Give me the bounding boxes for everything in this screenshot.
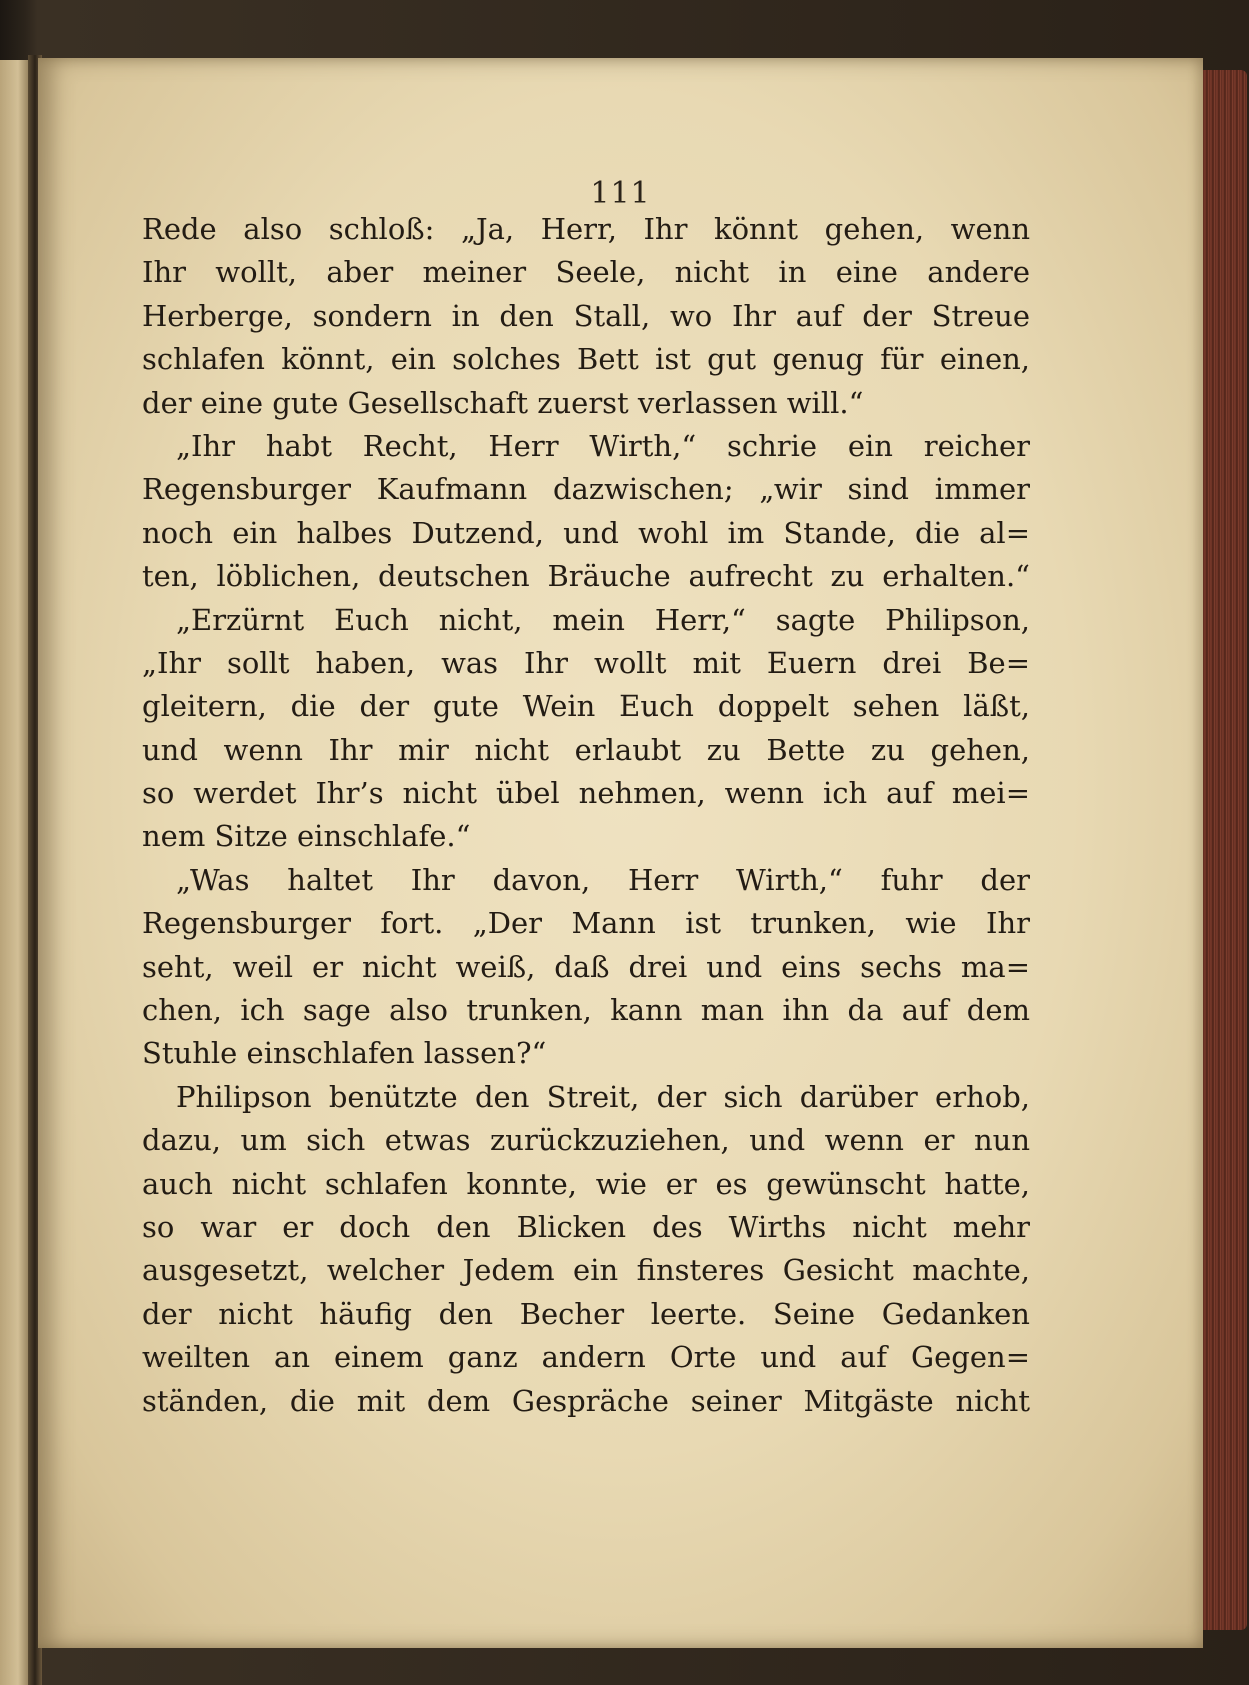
text-line: so werdet Ihr’s nicht übel nehmen, wenn ich auf mei=: [142, 776, 1030, 811]
text-line: weilten an einem ganz andern Orte und auf Gegen=: [142, 1340, 1030, 1375]
text-line: „Ihr sollt haben, was Ihr wollt mit Euern drei Be=: [142, 645, 1030, 680]
text-line: Stuhle einschlafen lassen?“: [142, 1036, 547, 1071]
text-line: Regensburger Kaufmann dazwischen; „wir sind immer: [142, 472, 1030, 507]
book-page: [38, 58, 1203, 1648]
text-line: Regensburger fort. „Der Mann ist trunken, wie Ihr: [142, 906, 1030, 941]
text-line: chen, ich sage also trunken, kann man ihn da auf dem: [142, 993, 1030, 1028]
text-line: „Ihr habt Recht, Herr Wirth,“ schrie ein reicher: [176, 428, 1030, 463]
text-line: auch nicht schlafen konnte, wie er es gewünscht hatte,: [142, 1166, 1030, 1201]
text-line: „Was haltet Ihr davon, Herr Wirth,“ fuhr der: [176, 862, 1030, 897]
text-line: „Erzürnt Euch nicht, mein Herr,“ sagte Philipson,: [176, 602, 1030, 637]
text-line: nem Sitze einschlafe.“: [142, 819, 471, 854]
text-line: ten, löblichen, deutschen Bräuche aufrecht zu erhalten.“: [142, 559, 1030, 594]
page-number: 111: [590, 176, 651, 211]
text-line: und wenn Ihr mir nicht erlaubt zu Bette zu gehen,: [142, 732, 1030, 767]
text-line: der nicht häufig den Becher leerte. Seine Gedanken: [142, 1296, 1030, 1331]
text-line: gleitern, die der gute Wein Euch doppelt sehen läßt,: [142, 689, 1030, 724]
text-line: schlafen könnt, ein solches Bett ist gut genug für einen,: [142, 342, 1030, 377]
text-line: Philipson benützte den Streit, der sich darüber erhob,: [176, 1079, 1030, 1114]
text-line: ausgesetzt, welcher Jedem ein finsteres Gesicht machte,: [142, 1253, 1030, 1288]
text-line: seht, weil er nicht weiß, daß drei und eins sechs ma=: [142, 949, 1030, 984]
facing-page-edge: [0, 60, 30, 1685]
text-line: Rede also schloß: „Ja, Herr, Ihr könnt gehen, wenn: [142, 212, 1030, 246]
text-line: noch ein halbes Dutzend, und wohl im Stande, die al=: [142, 515, 1030, 550]
text-line: dazu, um sich etwas zurückzuziehen, und wenn er nun: [142, 1123, 1030, 1158]
text-line: der eine gute Gesellschaft zuerst verlassen will.“: [142, 385, 864, 420]
body-text: [142, 208, 1030, 1423]
text-line: Herberge, sondern in den Stall, wo Ihr auf der Streue: [142, 298, 1030, 333]
text-line: so war er doch den Blicken des Wirths nicht mehr: [142, 1209, 1030, 1244]
text-line: ständen, die mit dem Gespräche seiner Mitgäste nicht: [142, 1383, 1030, 1418]
text-line: Ihr wollt, aber meiner Seele, nicht in eine andere: [142, 255, 1030, 290]
